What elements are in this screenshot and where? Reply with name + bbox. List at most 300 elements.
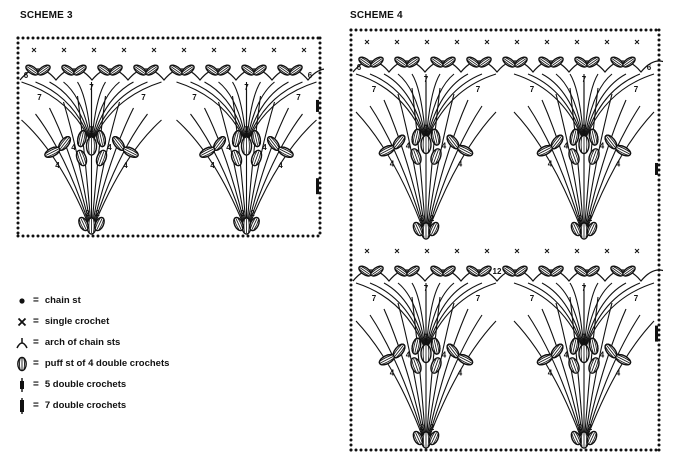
chain-st bbox=[658, 399, 661, 402]
chain-st bbox=[595, 29, 598, 32]
puff-st bbox=[477, 55, 492, 69]
chain-st bbox=[107, 37, 110, 40]
single-crochet bbox=[575, 249, 579, 253]
single-crochet bbox=[455, 249, 459, 253]
single-crochet bbox=[365, 40, 369, 44]
chain-st bbox=[350, 229, 353, 232]
chain-st bbox=[658, 219, 661, 222]
dc5-icon bbox=[16, 377, 28, 393]
chain-st bbox=[625, 449, 628, 452]
chain-st bbox=[237, 235, 240, 238]
legend bbox=[16, 290, 169, 416]
chain-st bbox=[420, 449, 423, 452]
chain-st bbox=[17, 137, 20, 140]
stitch-count: 4 bbox=[262, 143, 267, 152]
chain-st bbox=[202, 235, 205, 238]
chain-st bbox=[17, 207, 20, 210]
chain-st bbox=[390, 449, 393, 452]
chain-st bbox=[350, 239, 353, 242]
chain-st bbox=[112, 37, 115, 40]
chain-st bbox=[658, 394, 661, 397]
chain-st bbox=[17, 92, 20, 95]
stitch-count: 7 bbox=[192, 93, 197, 102]
chain-st bbox=[658, 409, 661, 412]
chain-st bbox=[350, 394, 353, 397]
chain-st bbox=[319, 57, 322, 60]
chain-st bbox=[658, 244, 661, 247]
chain-st bbox=[17, 142, 20, 145]
single-crochet bbox=[515, 249, 519, 253]
chain-st bbox=[350, 139, 353, 142]
chain-st bbox=[37, 235, 40, 238]
chain-st bbox=[350, 99, 353, 102]
chain-st bbox=[635, 29, 638, 32]
chain-st bbox=[350, 344, 353, 347]
chain-st bbox=[187, 235, 190, 238]
chain-st bbox=[107, 235, 110, 238]
chain-st bbox=[465, 449, 468, 452]
stitch-count: 7 bbox=[371, 85, 377, 94]
single-crochet bbox=[545, 40, 549, 44]
chain-st bbox=[17, 167, 20, 170]
chain-st bbox=[390, 29, 393, 32]
chain-st bbox=[350, 174, 353, 177]
chain-st bbox=[530, 449, 533, 452]
chain-st bbox=[658, 79, 661, 82]
chain-st bbox=[658, 204, 661, 207]
chain-st bbox=[540, 449, 543, 452]
chain-st bbox=[319, 47, 322, 50]
scheme-4-title: SCHEME 4 bbox=[350, 10, 403, 21]
chain-st bbox=[350, 34, 353, 37]
chain-st bbox=[350, 269, 353, 272]
chain-st bbox=[350, 324, 353, 327]
stitch-count: 4 bbox=[457, 159, 463, 169]
chain-st bbox=[17, 192, 20, 195]
chain-st bbox=[350, 39, 353, 42]
chain-st bbox=[658, 279, 661, 282]
chain-st bbox=[365, 29, 368, 32]
chain-st bbox=[590, 449, 593, 452]
chain-st bbox=[540, 29, 543, 32]
chain-st bbox=[350, 219, 353, 222]
chain-st bbox=[319, 112, 322, 115]
chain-st bbox=[292, 37, 295, 40]
chain-st bbox=[350, 204, 353, 207]
chain-st bbox=[350, 84, 353, 87]
stitch-count: 4 bbox=[55, 161, 60, 170]
puff-st bbox=[168, 63, 183, 77]
single-crochet bbox=[62, 48, 66, 52]
chain-st bbox=[252, 235, 255, 238]
chain-st bbox=[500, 29, 503, 32]
puff-st bbox=[242, 137, 252, 155]
chain-arch bbox=[423, 315, 482, 446]
chain-st bbox=[297, 37, 300, 40]
puff-st bbox=[357, 264, 372, 278]
chain-st bbox=[192, 235, 195, 238]
legend-item-arch bbox=[16, 332, 169, 353]
chain-st bbox=[152, 235, 155, 238]
chain-st bbox=[658, 89, 661, 92]
puff-st bbox=[501, 264, 516, 278]
chain-st bbox=[485, 449, 488, 452]
chain-st bbox=[435, 449, 438, 452]
chain-st bbox=[658, 254, 661, 257]
puff-st bbox=[501, 55, 516, 69]
chain-st bbox=[350, 164, 353, 167]
puff-st bbox=[465, 264, 480, 278]
chain-st bbox=[360, 449, 363, 452]
puff-st bbox=[72, 63, 87, 77]
puff-st bbox=[579, 136, 589, 154]
chain-st bbox=[658, 109, 661, 112]
puff-st bbox=[441, 55, 456, 69]
chain-st bbox=[495, 449, 498, 452]
chain-st bbox=[307, 235, 310, 238]
puff-st bbox=[96, 63, 111, 77]
chain-st bbox=[319, 62, 322, 65]
chain-st bbox=[22, 37, 25, 40]
chain-st bbox=[57, 235, 60, 238]
chain-st bbox=[658, 179, 661, 182]
chain-st bbox=[102, 235, 105, 238]
stitch-count: 3 bbox=[89, 125, 94, 134]
chain-st bbox=[658, 129, 661, 132]
chain-st bbox=[658, 444, 661, 447]
chain-st bbox=[350, 349, 353, 352]
chain-st bbox=[550, 29, 553, 32]
legend-item-chain-st bbox=[16, 290, 169, 311]
puff-st bbox=[216, 63, 231, 77]
chain-st bbox=[187, 37, 190, 40]
stitch-count: 3 bbox=[581, 123, 587, 133]
chain-st bbox=[395, 29, 398, 32]
chain-st bbox=[350, 329, 353, 332]
chain-st bbox=[127, 235, 130, 238]
puff-st bbox=[536, 144, 554, 158]
chain-st bbox=[605, 29, 608, 32]
puff-st bbox=[537, 55, 552, 69]
chain-st bbox=[17, 132, 20, 135]
chain-st bbox=[52, 37, 55, 40]
chain-st bbox=[350, 69, 353, 72]
chain-st bbox=[350, 119, 353, 122]
chain-st bbox=[410, 29, 413, 32]
puff-st bbox=[421, 136, 431, 154]
chain-st bbox=[17, 42, 20, 45]
chain-st bbox=[658, 259, 661, 262]
puff-st bbox=[369, 264, 384, 278]
chain-st bbox=[620, 29, 623, 32]
stitch-count: 4 bbox=[599, 141, 605, 151]
puff-st bbox=[537, 264, 552, 278]
stitch-count: 6 bbox=[307, 71, 313, 80]
chain-st bbox=[535, 449, 538, 452]
chain-st bbox=[17, 227, 20, 230]
chain-st bbox=[257, 37, 260, 40]
chain-st bbox=[17, 152, 20, 155]
chain-st bbox=[17, 77, 20, 80]
single-crochet bbox=[122, 48, 126, 52]
single-crochet bbox=[92, 48, 96, 52]
chain-st bbox=[658, 309, 661, 312]
chain-st bbox=[350, 149, 353, 152]
chain-st bbox=[17, 197, 20, 200]
puff-st bbox=[609, 55, 624, 69]
puff-st bbox=[513, 264, 528, 278]
chain-st bbox=[350, 64, 353, 67]
chain-st bbox=[400, 29, 403, 32]
stitch-count: 3 bbox=[581, 332, 587, 342]
chain-st bbox=[319, 202, 322, 205]
chain-st bbox=[658, 294, 661, 297]
stitch-count: 7 bbox=[529, 85, 535, 94]
scheme-3-title: SCHEME 3 bbox=[20, 10, 73, 21]
chain-st bbox=[440, 29, 443, 32]
chain-st bbox=[530, 29, 533, 32]
chain-st bbox=[375, 449, 378, 452]
chain-st bbox=[505, 449, 508, 452]
chain-st bbox=[319, 42, 322, 45]
chain-st bbox=[350, 369, 353, 372]
chain-st bbox=[17, 147, 20, 150]
legend-equals: = bbox=[33, 379, 39, 390]
chain-st bbox=[137, 235, 140, 238]
chain-st bbox=[350, 184, 353, 187]
chain-st bbox=[67, 235, 70, 238]
chain-st bbox=[350, 114, 353, 117]
chain-arch bbox=[528, 315, 584, 446]
chain-st bbox=[27, 37, 30, 40]
chain-st bbox=[97, 37, 100, 40]
chain-st bbox=[515, 449, 518, 452]
chain-st bbox=[319, 217, 322, 220]
chain-st bbox=[142, 235, 145, 238]
chain-st bbox=[92, 235, 95, 238]
chain-st bbox=[450, 449, 453, 452]
chain-st bbox=[350, 214, 353, 217]
chain-st bbox=[292, 235, 295, 238]
stitch-count: 7 bbox=[581, 284, 587, 293]
chain-st bbox=[350, 54, 353, 57]
chain-st bbox=[658, 214, 661, 217]
chain-st bbox=[350, 74, 353, 77]
chain-st bbox=[350, 29, 353, 32]
chain-arch bbox=[581, 106, 640, 237]
chain-st bbox=[319, 167, 322, 170]
puff-st bbox=[276, 63, 291, 77]
chain-st bbox=[655, 29, 658, 32]
chain-st bbox=[162, 235, 165, 238]
stitch-count: 4 bbox=[615, 368, 621, 378]
chain-st bbox=[17, 217, 20, 220]
stitch-count: 7 bbox=[423, 284, 429, 293]
chain-st bbox=[319, 72, 322, 75]
puff-st bbox=[405, 264, 420, 278]
chain-st bbox=[350, 339, 353, 342]
single-crochet bbox=[605, 249, 609, 253]
chain-st bbox=[287, 37, 290, 40]
chain-st bbox=[17, 47, 20, 50]
chain-st bbox=[570, 29, 573, 32]
chain-st bbox=[550, 449, 553, 452]
chain-st bbox=[82, 235, 85, 238]
chain-st bbox=[658, 439, 661, 442]
chain-st bbox=[440, 449, 443, 452]
chain-arch bbox=[581, 315, 640, 446]
chain-st bbox=[177, 37, 180, 40]
puff-st bbox=[108, 63, 123, 77]
chain-st bbox=[17, 117, 20, 120]
chain-st bbox=[247, 37, 250, 40]
chain-st bbox=[475, 29, 478, 32]
chain-st bbox=[575, 29, 578, 32]
chain-st bbox=[319, 222, 322, 225]
single-crochet bbox=[182, 48, 186, 52]
chain-st bbox=[350, 279, 353, 282]
chain-st bbox=[319, 117, 322, 120]
single-crochet bbox=[545, 249, 549, 253]
stitch-count: 7 bbox=[296, 93, 301, 102]
chain-st bbox=[217, 235, 220, 238]
puff-st bbox=[549, 55, 564, 69]
chain-st bbox=[67, 37, 70, 40]
chain-st bbox=[17, 157, 20, 160]
chain-st bbox=[32, 37, 35, 40]
chain-st bbox=[360, 29, 363, 32]
legend-equals: = bbox=[33, 316, 39, 327]
chain-st bbox=[515, 29, 518, 32]
chain-st bbox=[192, 37, 195, 40]
chain-st bbox=[380, 29, 383, 32]
chain-st bbox=[455, 29, 458, 32]
chain-st bbox=[17, 82, 20, 85]
chain-st bbox=[658, 104, 661, 107]
chain-st bbox=[350, 379, 353, 382]
chain-st bbox=[645, 29, 648, 32]
chain-st bbox=[658, 119, 661, 122]
chain-st bbox=[17, 127, 20, 130]
puff-st bbox=[75, 149, 89, 167]
dot-icon bbox=[16, 293, 28, 309]
stitch-count: 6 bbox=[356, 63, 362, 72]
chain-st bbox=[350, 199, 353, 202]
chain-st bbox=[17, 172, 20, 175]
single-crochet bbox=[152, 48, 156, 52]
chain-st bbox=[385, 449, 388, 452]
stitch-count: 4 bbox=[226, 143, 231, 152]
puff-st bbox=[573, 264, 588, 278]
chain-st bbox=[350, 134, 353, 137]
chain-st bbox=[350, 234, 353, 237]
chain-st bbox=[319, 157, 322, 160]
stitch-count: 3 bbox=[423, 123, 429, 133]
stitch-count: 7 bbox=[371, 294, 377, 303]
stitch-count: 7 bbox=[633, 85, 639, 94]
stitch-count: 3 bbox=[423, 332, 429, 342]
chain-st bbox=[307, 37, 310, 40]
chain-st bbox=[575, 449, 578, 452]
chain-st bbox=[525, 29, 528, 32]
chain-st bbox=[142, 37, 145, 40]
legend-label: 7 double crochets bbox=[44, 400, 127, 411]
chain-st bbox=[319, 67, 322, 70]
puff-st bbox=[429, 264, 444, 278]
chain-st bbox=[658, 424, 661, 427]
chain-st bbox=[350, 89, 353, 92]
puff-st bbox=[204, 63, 219, 77]
chain-st bbox=[658, 299, 661, 302]
chain-st bbox=[319, 172, 322, 175]
chain-st bbox=[319, 142, 322, 145]
chain-st bbox=[350, 444, 353, 447]
puff-st bbox=[477, 264, 492, 278]
chain-st bbox=[658, 414, 661, 417]
chain-st bbox=[122, 37, 125, 40]
chain-st bbox=[355, 29, 358, 32]
chain-st bbox=[17, 232, 20, 235]
chain-st bbox=[370, 29, 373, 32]
stitch-count: 2 bbox=[577, 214, 583, 223]
chain-st bbox=[655, 449, 658, 452]
chain-st bbox=[17, 72, 20, 75]
chain-st bbox=[650, 29, 653, 32]
chain-st bbox=[262, 235, 265, 238]
cross-icon bbox=[16, 314, 28, 330]
chain-st bbox=[167, 37, 170, 40]
chain-st bbox=[62, 37, 65, 40]
stitch-count: 2 bbox=[587, 214, 593, 223]
chain-st bbox=[658, 349, 661, 352]
chain-st bbox=[450, 29, 453, 32]
chain-st bbox=[658, 449, 661, 452]
stitch-count: 7 bbox=[529, 294, 535, 303]
chain-st bbox=[222, 235, 225, 238]
chain-st bbox=[350, 244, 353, 247]
chain-st bbox=[658, 74, 661, 77]
puff-st bbox=[614, 353, 632, 367]
chain-st bbox=[658, 229, 661, 232]
chain-st bbox=[350, 249, 353, 252]
chain-st bbox=[319, 197, 322, 200]
single-crochet bbox=[302, 48, 306, 52]
single-crochet bbox=[32, 48, 36, 52]
chain-st bbox=[460, 449, 463, 452]
chain-st bbox=[137, 37, 140, 40]
stitch-count: 7 bbox=[475, 85, 481, 94]
chain-st bbox=[207, 235, 210, 238]
chain-st bbox=[312, 37, 315, 40]
chain-st bbox=[17, 177, 20, 180]
chain-st bbox=[17, 122, 20, 125]
chain-st bbox=[319, 97, 322, 100]
chain-st bbox=[555, 29, 558, 32]
chain-st bbox=[350, 189, 353, 192]
chain-st bbox=[535, 29, 538, 32]
chain-st bbox=[658, 144, 661, 147]
chain-st bbox=[470, 29, 473, 32]
stitch-count: 7 bbox=[475, 294, 481, 303]
stitch-count: 7 bbox=[37, 93, 42, 102]
chain-st bbox=[17, 202, 20, 205]
chain-st bbox=[147, 235, 150, 238]
puff-st bbox=[513, 55, 528, 69]
chain-st bbox=[282, 235, 285, 238]
stitch-count: 12 bbox=[492, 267, 502, 276]
chain-st bbox=[277, 37, 280, 40]
chain-st bbox=[495, 29, 498, 32]
